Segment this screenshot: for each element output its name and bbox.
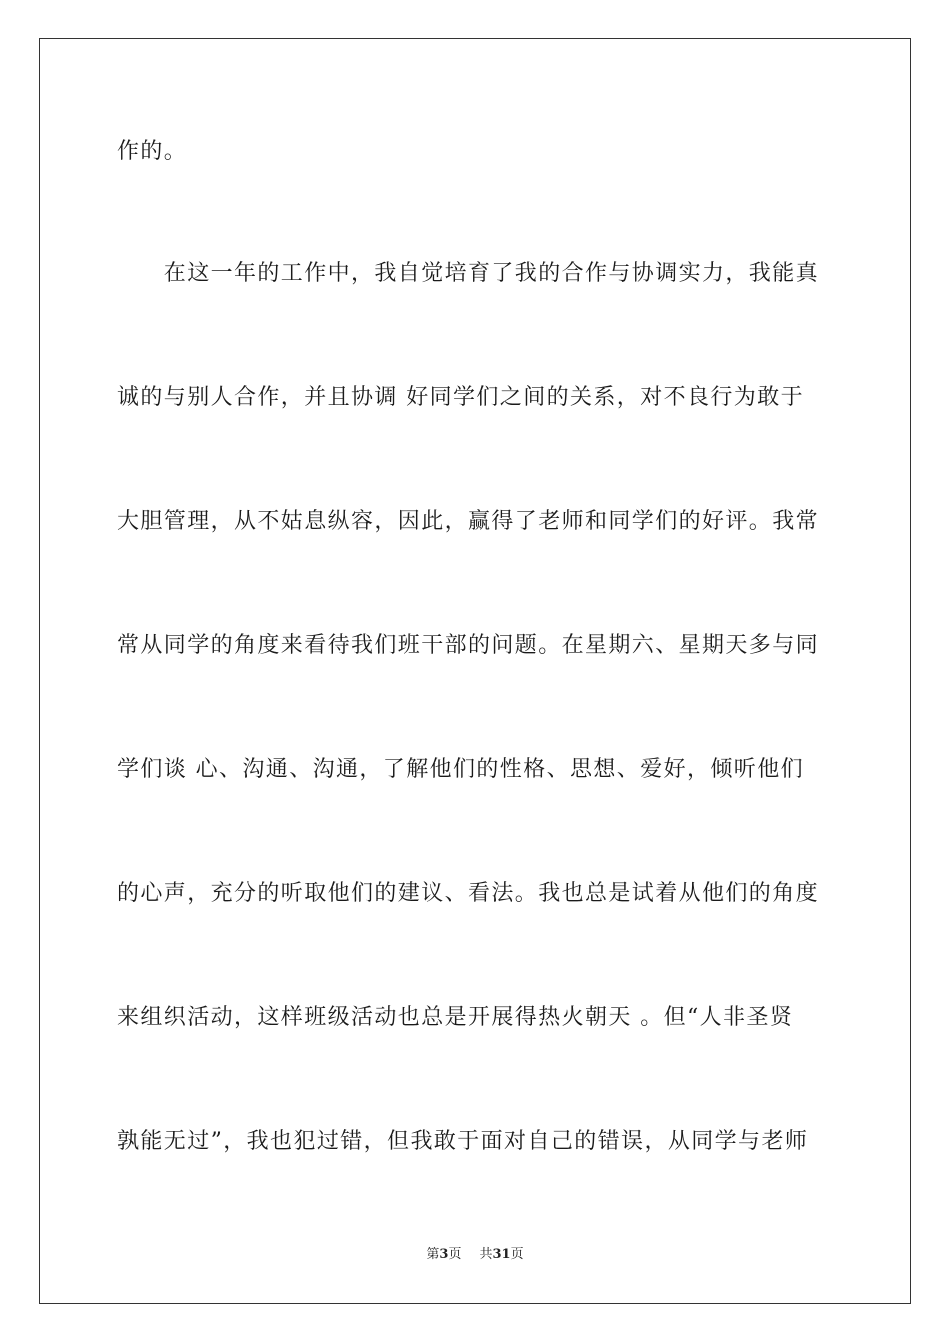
text-line: 大胆管理，从不姑息纵容，因此，赢得了老师和同学们的好评。我常: [117, 509, 820, 534]
total-pages: 31: [492, 1247, 511, 1262]
text-line: 作的。: [117, 139, 188, 164]
total-prefix: 共: [479, 1247, 493, 1262]
total-suffix: 页: [510, 1247, 524, 1262]
page-border: [39, 38, 911, 1304]
text-line: 诚的与别人合作，并且协调 好同学们之间的关系，对不良行为敢于: [117, 385, 804, 410]
text-line: 学们谈 心、沟通、沟通，了解他们的性格、思想、爱好，倾听他们: [117, 757, 804, 782]
page-footer: [0, 1246, 950, 1264]
page-number: 3: [439, 1247, 449, 1262]
text-line: 的心声，充分的听取他们的建议、看法。我也总是试着从他们的角度: [117, 881, 820, 906]
page-prefix: 第: [426, 1247, 440, 1262]
text-line: 常从同学的角度来看待我们班干部的问题。在星期六、星期天多与同: [117, 633, 820, 658]
text-line: 孰能无过”，我也犯过错，但我敢于面对自己的错误，从同学与老师: [117, 1129, 809, 1154]
paragraph-first-line: 在这一年的工作中，我自觉培育了我的合作与协调实力，我能真: [117, 261, 820, 286]
page-suffix: 页: [448, 1247, 462, 1262]
text-line: 来组织活动，这样班级活动也总是开展得热火朝天 。但“人非圣贤: [117, 1005, 794, 1030]
